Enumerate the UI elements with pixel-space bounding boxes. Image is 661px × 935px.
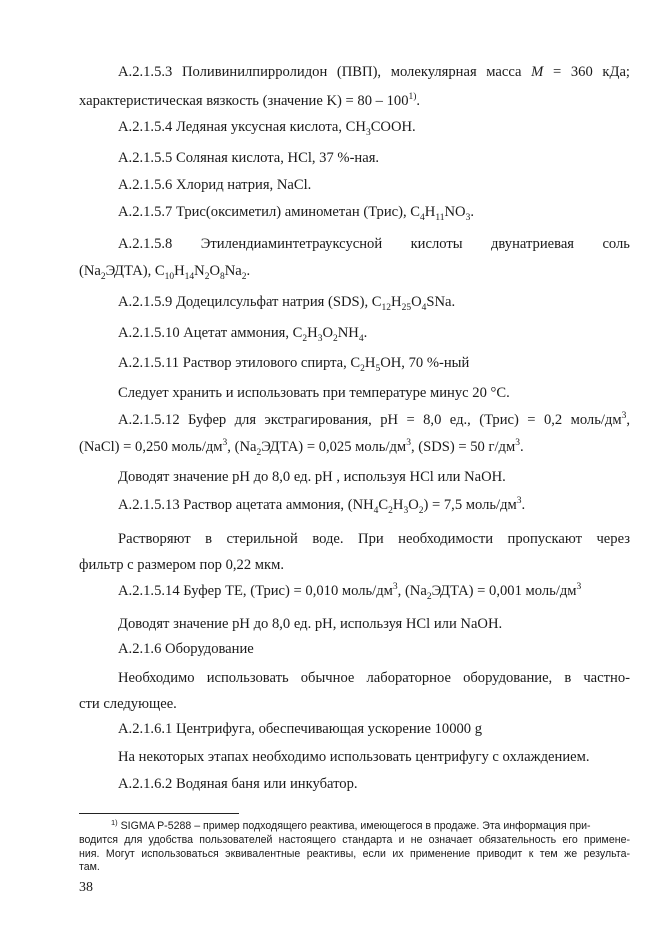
para-a-2-1-5-5: А.2.1.5.5 Соляная кислота, HCl, 37 %-ная. xyxy=(118,150,380,166)
para-a-2-1-5-10: А.2.1.5.10 Ацетат аммония, $C_2H_3O_2NH_4$. xyxy=(118,325,368,344)
para-a-2-1-5-14: А.2.1.5.14 Буфер TE, (Трис) = 0,010 моль/$дм^3$, $(Na_2ЭДТА) = 0,001$ моль/$дм^3$ xyxy=(118,582,582,602)
para-a-2-1-5-7: А.2.1.5.7 Трис(оксиметил) аминометан (Трис), $C_4H_{11}NO_3$. xyxy=(118,204,474,223)
para-ph-adjust-2: Доводят значение pH до 8,0 ед. pH, используя HCl или NaOH. xyxy=(118,616,503,632)
para-a-2-1-5-12-cont: (NaCl) = 0,250 моль/$дм^3$, $(Na_2ЭДТА) = 0,025$ моль/$дм^3$, (SDS) = 50 $г/дм^3$. xyxy=(79,438,524,458)
footnote-mark: 1) xyxy=(111,818,118,827)
para-a-2-1-5-8-cont: $(Na_2ЭДТА)$, $C_{10}H_{14}N_2O_8Na_2$. xyxy=(79,263,251,282)
footnote-ref: 1) xyxy=(408,92,417,102)
para-a-2-1-6-2: А.2.1.6.2 Водяная баня или инкубатор. xyxy=(118,776,358,792)
footnote-line-1: $^{1)}$ SIGMA P-5288 – пример подходящего реактива, имеющегося в продаже. Эта информация при- xyxy=(111,818,591,832)
para-a-2-1-5-13: А.2.1.5.13 Раствор ацетата аммония, $(NH_4C_2H_3O_2) = 7,5$ моль/$дм^3$. xyxy=(118,496,526,516)
footnote-line-3: ния. Могут использоваться эквивалентные реактивы, если их применение приводит к тем же результа- xyxy=(79,848,630,860)
para-storage-note: Следует хранить и использовать при температуре минус 20 °С. xyxy=(118,385,510,401)
para-a-2-1-5-8: А.2.1.5.8 Этилендиаминтетрауксусной кислоты двунатриевая соль xyxy=(118,236,630,252)
para-a-2-1-5-4: А.2.1.5.4 Ледяная уксусная кислота, $CH_3COOH$. xyxy=(118,119,416,138)
para-a-2-1-6-1: А.2.1.6.1 Центрифуга, обеспечивающая ускорение 10000 g xyxy=(118,721,483,737)
para-a-2-1-5-12: А.2.1.5.12 Буфер для экстрагирования, pH = 8,0 ед., (Трис) = 0,2 моль/$дм^3$, xyxy=(118,411,630,428)
section-a-2-1-6-heading: А.2.1.6 Оборудование xyxy=(118,641,254,657)
para-a-2-1-5-9: А.2.1.5.9 Додецилсульфат натрия (SDS), $C_{12}H_{25}O_4SNa$. xyxy=(118,294,456,313)
para-a-2-1-5-6: А.2.1.5.6 Хлорид натрия, NaCl. xyxy=(118,177,312,193)
para-dissolve-cont: фильтр с размером пор 0,22 мкм. xyxy=(79,557,284,573)
page-number: 38 xyxy=(79,880,93,895)
para-dissolve: Растворяют в стерильной воде. При необходимости пропускают через xyxy=(118,531,630,547)
para-a-2-1-5-3-cont: характеристическая вязкость (значение K) = 80 – 100$^{1)}$. xyxy=(79,92,421,109)
para-a-2-1-5-11: А.2.1.5.11 Раствор этилового спирта, $C_2H_5OH$, 70 %-ный xyxy=(118,355,470,374)
footnote-line-4: там. xyxy=(79,861,100,873)
para-equipment-cont: сти следующее. xyxy=(79,696,177,712)
para-equipment: Необходимо использовать обычное лабораторное оборудование, в частно- xyxy=(118,670,630,686)
footnote-line-2: водится для удобства пользователей настоящего стандарта и не означает обязательность его примене- xyxy=(79,834,630,846)
para-centrifuge-cooling: На некоторых этапах необходимо использовать центрифугу с охлаждением. xyxy=(118,749,590,765)
para-a-2-1-5-3: А.2.1.5.3 Поливинилпирролидон (ПВП), молекулярная масса M = 360 кДа; xyxy=(118,64,630,80)
para-ph-adjust-1: Доводят значение pH до 8,0 ед. pH , используя HCl или NaOH. xyxy=(118,469,506,485)
footnote-separator xyxy=(79,813,239,814)
